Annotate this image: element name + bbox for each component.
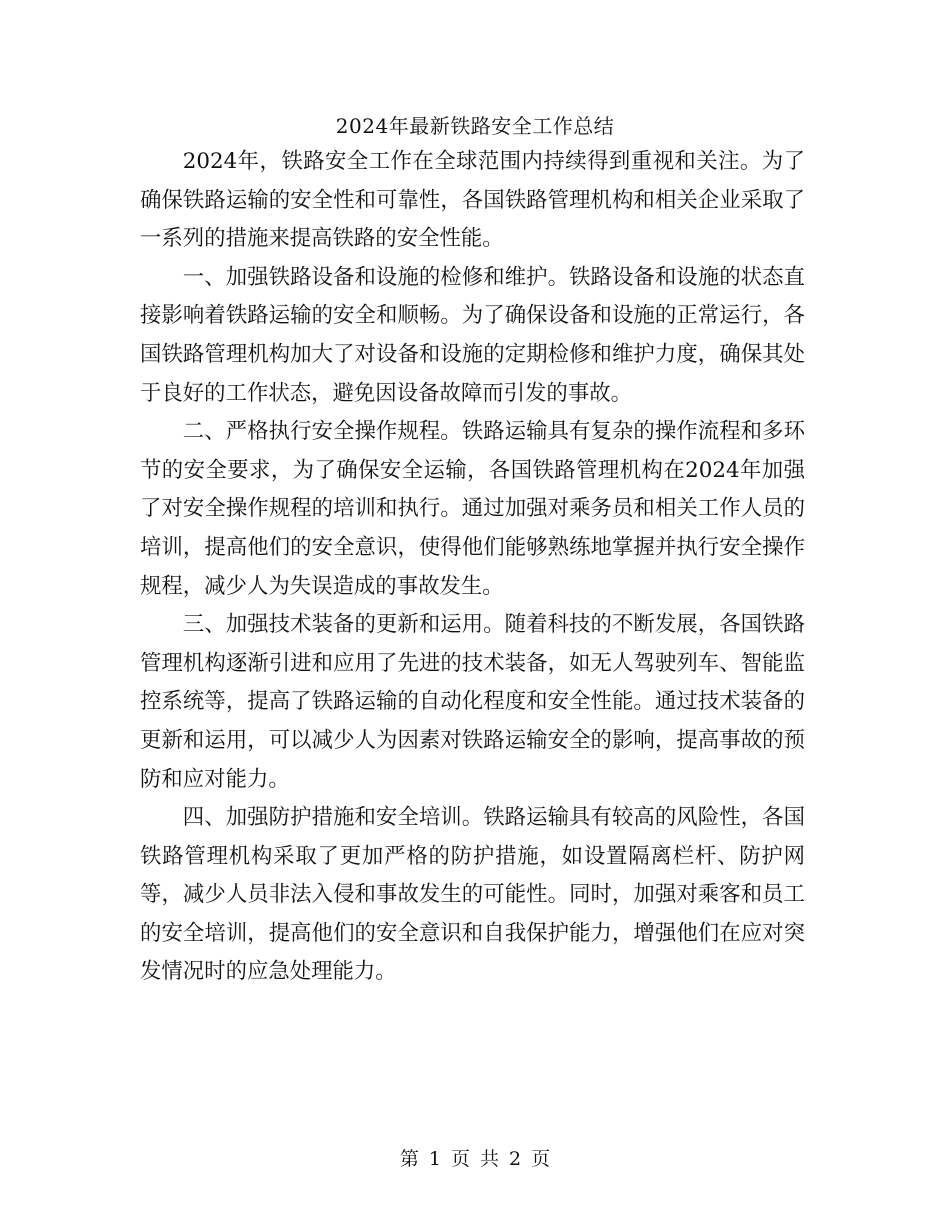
document-body	[140, 143, 805, 992]
paragraph-section-2: 二、严格执行安全操作规程。铁路运输具有复杂的操作流程和多环节的安全要求，为了确保安全运输，各国铁路管理机构在2024年加强了对安全操作规程的培训和执行。通过加强对乘务员和相关工作人员的培训，提高他们的安全意识，使得他们能够熟练地掌握并执行安全操作规程，减少人为失误造成的事故发生。	[140, 419, 805, 599]
paragraph-intro: 2024年，铁路安全工作在全球范围内持续得到重视和关注。为了确保铁路运输的安全性和可靠性，各国铁路管理机构和相关企业采取了一系列的措施来提高铁路的安全性能。	[140, 149, 805, 252]
document-title: 2024年最新铁路安全工作总结	[335, 114, 615, 138]
paragraph-section-1: 一、加强铁路设备和设施的检修和维护。铁路设备和设施的状态直接影响着铁路运输的安全和顺畅。为了确保设备和设施的正常运行，各国铁路管理机构加大了对设备和设施的定期检修和维护力度，确保其处于良好的工作状态，避免因设备故障而引发的事故。	[140, 264, 805, 406]
paragraph-section-4: 四、加强防护措施和安全培训。铁路运输具有较高的风险性，各国铁路管理机构采取了更加严格的防护措施，如设置隔离栏杆、防护网等，减少人员非法入侵和事故发生的可能性。同时，加强对乘客和员工的安全培训，提高他们的安全意识和自我保护能力，增强他们在应对突发情况时的应急处理能力。	[140, 805, 805, 985]
page-number-footer: 第 1 页 共 2 页	[399, 1148, 551, 1170]
paragraph-section-3: 三、加强技术装备的更新和运用。随着科技的不断发展，各国铁路管理机构逐渐引进和应用了先进的技术装备，如无人驾驶列车、智能监控系统等，提高了铁路运输的自动化程度和安全性能。通过技术装备的更新和运用，可以减少人为因素对铁路运输安全的影响，提高事故的预防和应对能力。	[140, 612, 805, 792]
